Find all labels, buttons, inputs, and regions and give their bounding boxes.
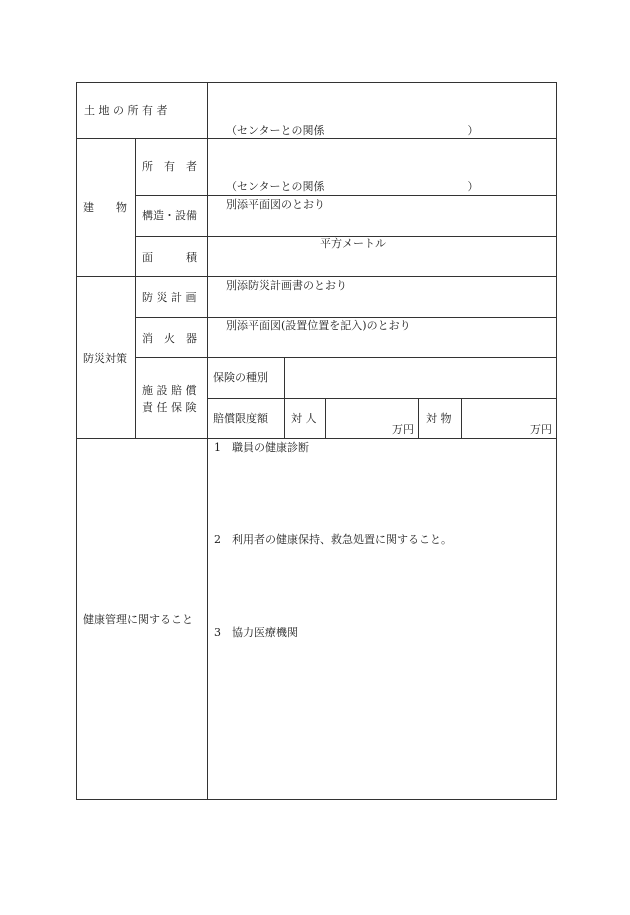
person-unit: 万円 (392, 423, 414, 436)
health-value-cell[interactable] (207, 438, 557, 800)
disaster-label: 防災対策 (83, 352, 127, 365)
building-label: 建 物 (83, 201, 127, 214)
health-item-1: 1 職員の健康診断 (214, 441, 309, 454)
extinguisher-label: 消 火 器 (142, 332, 197, 345)
insurance-label-cell (135, 357, 208, 439)
limit-label: 賠償限度額 (213, 412, 268, 425)
area-unit: 平方メートル (320, 237, 386, 250)
property-unit: 万円 (530, 423, 552, 436)
person-value-cell[interactable] (325, 398, 419, 439)
property-label-cell (418, 398, 462, 439)
insurance-label-line1: 施 設 賠 償 (142, 384, 197, 397)
health-label-cell (76, 438, 208, 800)
building-owner-relation: （センターとの関係 ） (226, 180, 479, 193)
building-owner-label: 所 有 者 (142, 160, 197, 173)
limit-label-cell (207, 398, 285, 439)
building-owner-value-cell[interactable] (207, 138, 557, 196)
building-owner-label-cell (135, 138, 208, 196)
disaster-label-cell (76, 276, 136, 439)
insurance-type-label-cell (207, 357, 285, 399)
disaster-plan-label: 防 災 計 画 (142, 291, 197, 304)
structure-value-cell[interactable] (207, 195, 557, 237)
property-label: 対 物 (426, 412, 452, 425)
insurance-label-line2: 責 任 保 険 (142, 401, 197, 414)
insurance-type-label: 保険の種別 (213, 371, 268, 384)
building-label-cell (76, 138, 136, 277)
disaster-plan-value: 別添防災計画書のとおり (226, 279, 347, 292)
disaster-plan-label-cell (135, 276, 208, 318)
area-label-cell (135, 236, 208, 277)
extinguisher-value: 別添平面図(設置位置を記入)のとおり (226, 319, 411, 332)
area-value-cell[interactable] (207, 236, 557, 277)
property-value-cell[interactable] (461, 398, 557, 439)
land-owner-value-cell[interactable] (207, 82, 557, 139)
health-item-3: 3 協力医療機関 (214, 626, 298, 639)
land-owner-relation: （センターとの関係 ） (226, 124, 479, 137)
person-label-cell (284, 398, 326, 439)
person-label: 対 人 (291, 412, 317, 425)
land-owner-label-cell (76, 82, 208, 139)
land-owner-label: 土 地 の 所 有 者 (84, 104, 168, 117)
structure-label-cell (135, 195, 208, 237)
structure-value: 別添平面図のとおり (226, 198, 325, 211)
area-label: 面 積 (142, 251, 197, 264)
health-label: 健康管理に関すること (83, 613, 193, 626)
extinguisher-value-cell[interactable] (207, 317, 557, 358)
extinguisher-label-cell (135, 317, 208, 358)
structure-label: 構造・設備 (142, 209, 197, 222)
disaster-plan-value-cell[interactable] (207, 276, 557, 318)
insurance-type-value-cell[interactable] (284, 357, 557, 399)
health-item-2: 2 利用者の健康保持、救急処置に関すること。 (214, 533, 452, 546)
